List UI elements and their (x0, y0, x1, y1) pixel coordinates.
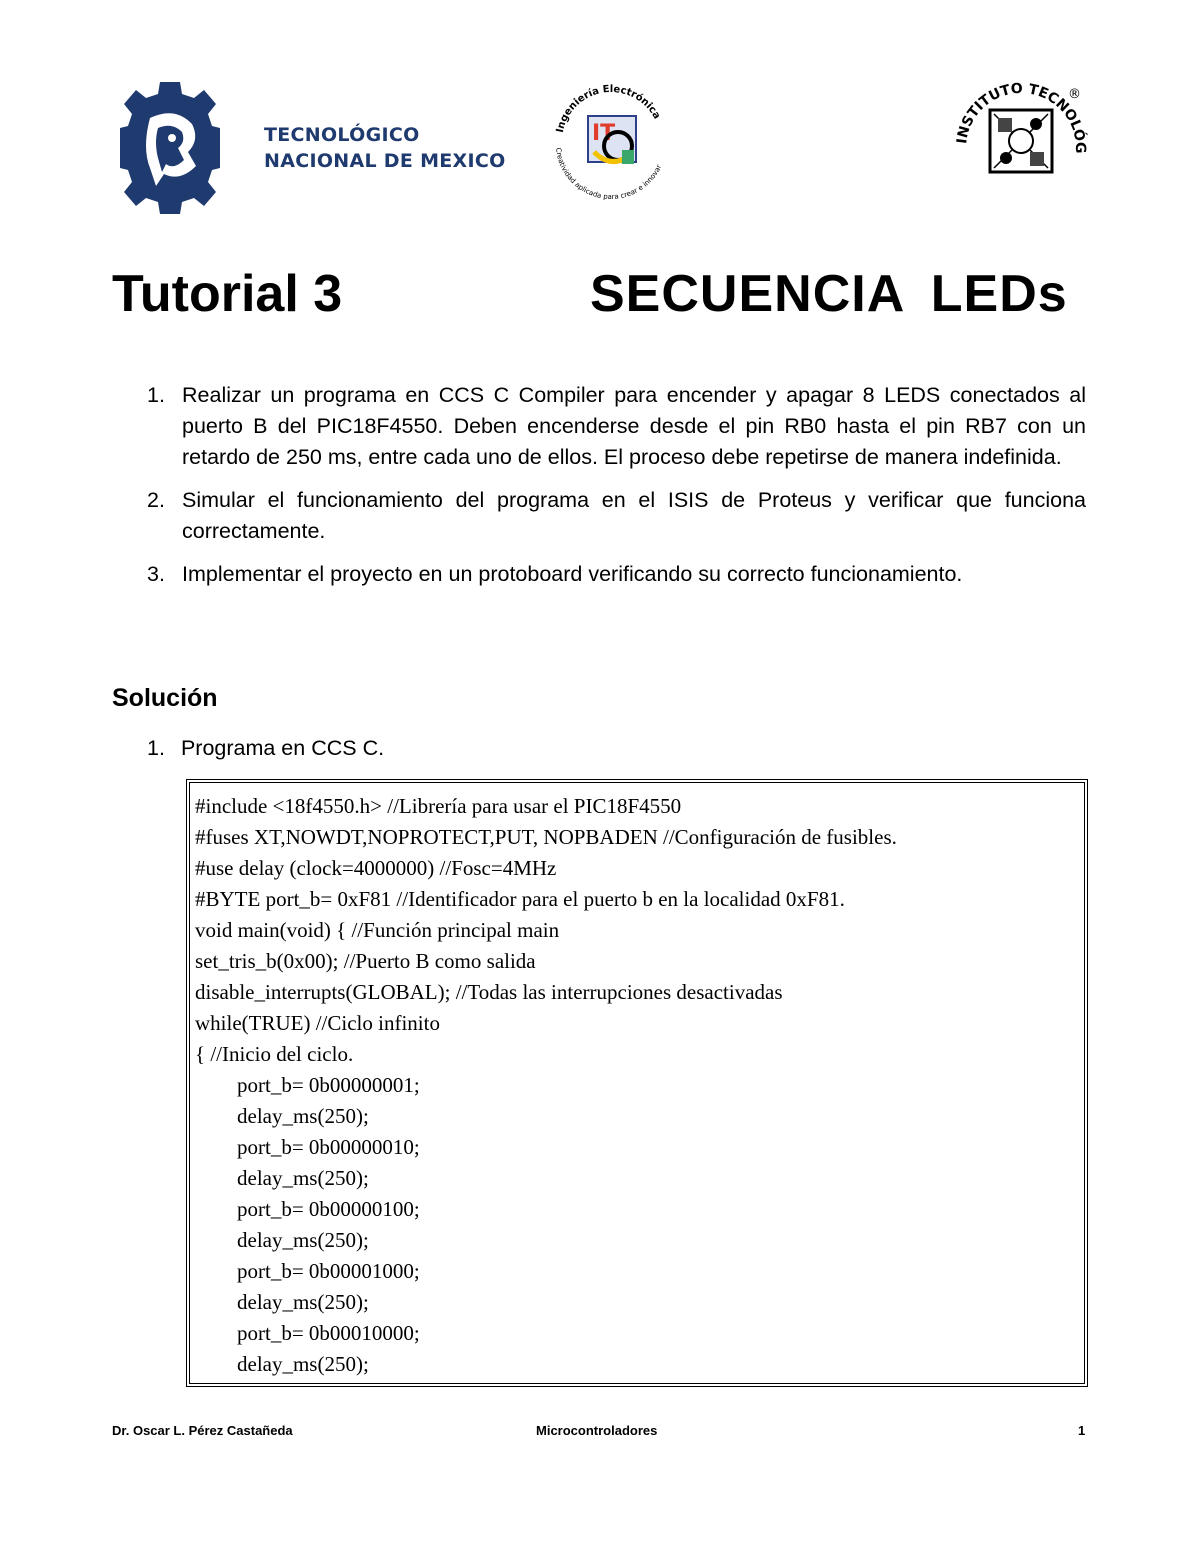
code-line: port_b= 0b00001000; (237, 1259, 420, 1283)
code-line: #fuses XT,NOWDT,NOPROTECT,PUT, NOPBADEN //Configuración de fusibles. (195, 825, 897, 849)
list-item (112, 380, 1086, 473)
itt-seal-emblem (950, 72, 1092, 214)
code-line: delay_ms(250); (237, 1104, 369, 1128)
list-item-number: 3. (147, 562, 165, 586)
tecnm-gear-icon (120, 78, 220, 218)
code-line: port_b= 0b00000010; (237, 1135, 420, 1159)
ingenieria-electronica-logo (548, 78, 674, 204)
list-item-number: 1. (147, 383, 165, 407)
code-line: void main(void) { //Función principal main (195, 918, 560, 942)
list-item-text: Implementar el proyecto en un protoboard verificando su correcto funcionamiento. (182, 562, 963, 586)
code-line: #use delay (clock=4000000) //Fosc=4MHz (195, 856, 557, 880)
solution-heading: Solución (112, 684, 218, 712)
code-line: delay_ms(250); (237, 1228, 369, 1252)
code-line: #BYTE port_b= 0xF81 //Identificador para el puerto b en la localidad 0xF81. (195, 887, 845, 911)
list-item-text: Simular el funcionamiento del programa en el ISIS de Proteus y verificar que funciona correctamente. (182, 488, 1086, 543)
tecnm-logo (120, 78, 506, 218)
requirements-list (112, 380, 1086, 602)
solution-step-number: 1. (147, 736, 165, 760)
list-item (112, 485, 1086, 547)
ie-logo-arc-top: Ingeniería Electrónica (554, 83, 663, 134)
code-line: port_b= 0b00010000; (237, 1321, 420, 1345)
solution-step (147, 733, 384, 764)
itt-seal-text: INSTITUTO TECNOLÓG (954, 80, 1089, 154)
tecnm-name-line2: NACIONAL DE MEXICO (264, 150, 506, 172)
ingenieria-electronica-emblem (548, 78, 674, 204)
footer-course: Microcontroladores (536, 1423, 658, 1438)
footer-page-number: 1 (1078, 1423, 1086, 1438)
code-line: { //Inicio del ciclo. (195, 1042, 354, 1066)
list-item-text: Realizar un programa en CCS C Compiler para encender y apagar 8 LEDS conectados al puerto B del PIC18F4550. Deben encenderse desde el pin RB0 hasta el pin RB7 con un retardo de 250 ms, entre cada uno de ellos. El proceso debe repetirse de manera indefinida. (182, 383, 1086, 469)
ie-logo-arc-bottom: Creatividad aplicada para crear e innovar (554, 147, 664, 202)
code-line: delay_ms(250); (237, 1166, 369, 1190)
code-line: disable_interrupts(GLOBAL); //Todas las interrupciones desactivadas (195, 980, 783, 1004)
code-line: while(TRUE) //Ciclo infinito (195, 1011, 440, 1035)
tutorial-title: SECUENCIA LEDs (590, 265, 1068, 323)
list-item (112, 559, 1086, 590)
code-line: set_tris_b(0x00); //Puerto B como salida (195, 949, 536, 973)
code-line: port_b= 0b00000001; (237, 1073, 420, 1097)
instituto-tecnologico-tehuacan-seal (950, 72, 1092, 214)
code-line: delay_ms(250); (237, 1290, 369, 1314)
code-line: #include <18f4550.h> //Librería para usar el PIC18F4550 (195, 794, 682, 818)
code-line: port_b= 0b00000100; (237, 1197, 420, 1221)
tutorial-number: Tutorial 3 (112, 265, 343, 323)
svg-text:IT: IT (592, 121, 616, 146)
tecnm-name-line1: TECNOLÓGICO (264, 124, 420, 146)
solution-step-text: Programa en CCS C. (180, 736, 385, 760)
svg-text:®: ® (1068, 87, 1081, 102)
code-listing-body (190, 783, 1084, 1380)
code-listing (186, 779, 1088, 1387)
code-line: delay_ms(250); (237, 1352, 369, 1376)
footer-author: Dr. Oscar L. Pérez Castañeda (112, 1423, 293, 1438)
list-item-number: 2. (147, 488, 165, 512)
